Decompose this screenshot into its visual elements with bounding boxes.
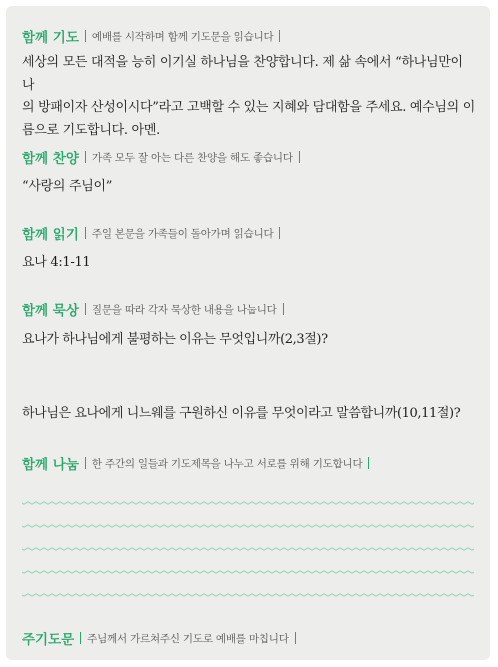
- prayer-line: 세상의 모든 대적을 능히 이기실 하나님을 찬양합니다. 제 삶 속에서 “하나님만이 나: [22, 55, 463, 93]
- divider-bar: [85, 151, 86, 163]
- divider-bar: [85, 303, 86, 315]
- reading-description: 주일 본문을 가족들이 돌아가며 읽습니다: [91, 227, 274, 240]
- divider-bar: [368, 457, 369, 469]
- reading-passage: 요나 4:1-11: [22, 255, 91, 270]
- meditation-section: [22, 299, 478, 421]
- sharing-title: 함께 나눔: [22, 457, 79, 473]
- meditation-question-1: 요나가 하나님에게 불평하는 이유는 무엇입니까(2,3절)?: [22, 332, 328, 347]
- prayer-section: [22, 26, 478, 142]
- writing-line: [22, 584, 474, 607]
- praise-description: 가족 모두 잘 아는 다른 찬양을 해도 좋습니다: [91, 151, 293, 164]
- divider-bar: [85, 30, 86, 42]
- praise-section: [22, 147, 478, 199]
- divider-bar: [279, 227, 280, 239]
- divider-bar: [299, 151, 300, 163]
- closing-title: 주기도문: [22, 632, 75, 648]
- divider-bar: [80, 632, 81, 644]
- sharing-description: 한 주간의 일들과 기도제목을 나누고 서로를 위해 기도합니다: [91, 457, 363, 470]
- sharing-header: [22, 453, 478, 473]
- sharing-section: [22, 453, 478, 473]
- prayer-description: 예배를 시작하며 함께 기도문을 읽습니다: [91, 30, 274, 43]
- worship-guide-card: [6, 6, 490, 660]
- divider-bar: [85, 227, 86, 239]
- prayer-line: 의 방패이자 산성이시다”라고 고백할 수 있는 지혜와 담대함을 주세요. 예수님의 이: [22, 100, 476, 115]
- prayer-header: [22, 26, 478, 46]
- praise-header: [22, 147, 478, 167]
- writing-line: [22, 515, 474, 538]
- meditation-title: 함께 묵상: [22, 303, 79, 319]
- meditation-question-2: 하나님은 요나에게 니느웨를 구원하신 이유를 무엇이라고 말씀합니까(10,11절)?: [22, 406, 461, 421]
- sharing-writing-lines: [22, 492, 474, 607]
- closing-description: 주님께서 가르쳐주신 기도로 예배를 마칩니다: [87, 632, 289, 645]
- reading-header: [22, 223, 478, 243]
- reading-section: [22, 223, 478, 275]
- praise-title: 함께 찬양: [22, 151, 79, 167]
- prayer-text: [22, 52, 478, 142]
- meditation-header: [22, 299, 478, 319]
- praise-song: “사랑의 주님이”: [22, 179, 113, 194]
- divider-bar: [283, 303, 284, 315]
- closing-header: [22, 628, 478, 648]
- divider-bar: [85, 457, 86, 469]
- writing-line: [22, 538, 474, 561]
- writing-line: [22, 561, 474, 584]
- prayer-title: 함께 기도: [22, 30, 79, 46]
- closing-section: [22, 628, 478, 648]
- divider-bar: [279, 30, 280, 42]
- divider-bar: [295, 632, 296, 644]
- reading-title: 함께 읽기: [22, 227, 79, 243]
- writing-line: [22, 492, 474, 515]
- prayer-line: 름으로 기도합니다. 아멘.: [22, 122, 160, 138]
- meditation-description: 질문을 따라 각자 묵상한 내용을 나눕니다: [91, 303, 277, 316]
